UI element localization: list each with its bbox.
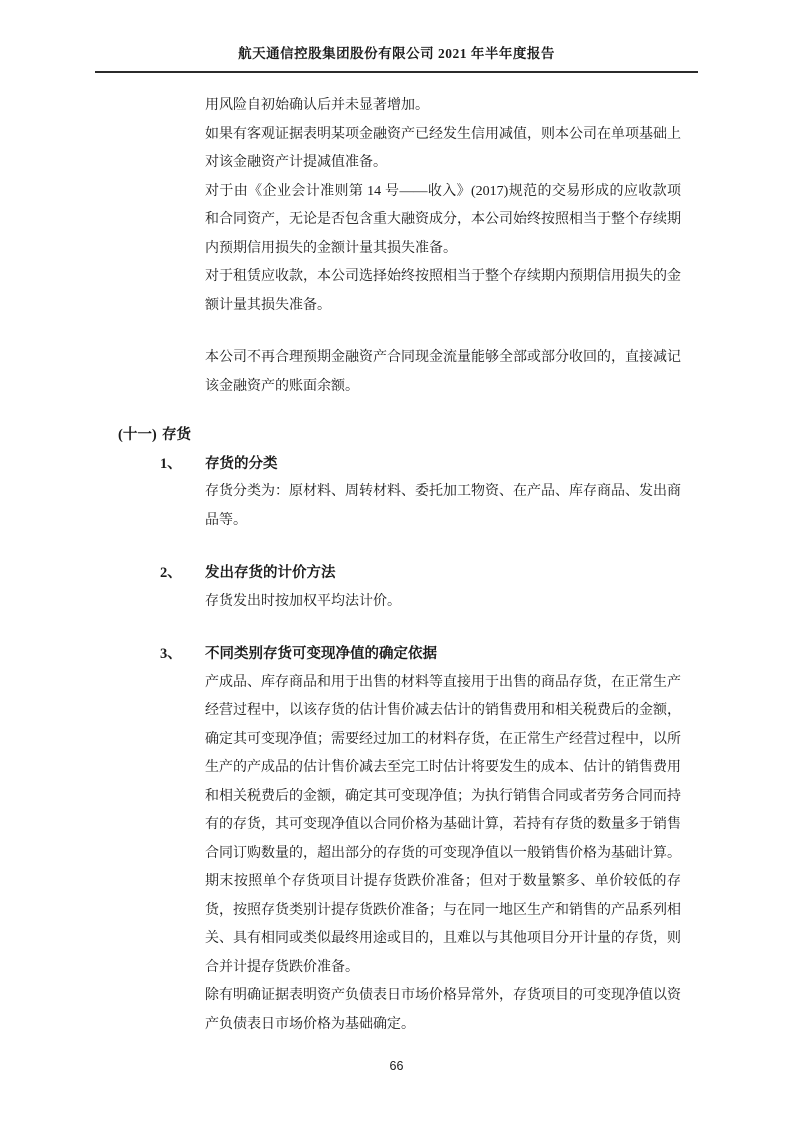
item-number: 2、 xyxy=(160,565,182,581)
item-heading-text: 存货的分类 xyxy=(205,455,278,472)
subsection-inventory-classification xyxy=(160,450,681,536)
document-body xyxy=(118,92,681,1039)
paragraph-lease-receivables: 对于租赁应收款，本公司选择始终按照相当于整个存续期内预期信用损失的金额计量其损失准备。 xyxy=(205,269,681,313)
report-title: 航天通信控股集团股份有限公司 2021 年半年度报告 xyxy=(238,46,555,61)
item-body-paragraph: 产成品、库存商品和用于出售的材料等直接用于出售的商品存货，在正常生产经营过程中，以该存货的估计售价减去估计的销售费用和相关税费后的金额，确定其可变现净值；需要经过加工的材料存货，在正常生产经营过程中，以所生产的产成品的估计售价减去至完工时估计将要发生的成本、估计的销售费用和相关税费后的金额，确定其可变现净值；为执行销售合同或者劳务合同而持有的存货，其可变现净值以合同价格为基础计算，若持有存货的数量多于销售合同订购数量的，超出部分的存货的可变现净值以一般销售价格为基础计算。期末按照单个存货项目计提存货跌价准备；但对于数量繁多、单价较低的存货，按照存货类别计提存货跌价准备；与在同一地区生产和销售的产品系列相关、具有相同或类似最终用途或目的，且难以与其他项目分开计量的存货，则合并计提存货跌价准备。 xyxy=(205,674,681,975)
item-number: 3、 xyxy=(160,646,182,662)
subsection-net-realizable-value xyxy=(160,640,681,1039)
item-body-paragraph: 存货分类为：原材料、周转材料、委托加工物资、在产品、库存商品、发出商品等。 xyxy=(205,484,681,528)
subsection-heading xyxy=(160,450,681,479)
section-number-label: (十一) xyxy=(118,427,157,443)
section-heading-inventory xyxy=(118,421,681,450)
paragraph-credit-risk-continuation: 用风险自初始确认后并未显著增加。 xyxy=(205,98,429,113)
paragraph-revenue-standard-receivables: 对于由《企业会计准则第 14 号——收入》(2017)规范的交易形成的应收款项和合同资产，无论是否包含重大融资成分，本公司始终按照相当于整个存续期内预期信用损失的金额计量其损失准备。 xyxy=(205,183,681,256)
item-number: 1、 xyxy=(160,455,182,472)
subsection-issued-inventory-valuation xyxy=(160,559,681,616)
section-title-text: 存货 xyxy=(162,427,191,443)
item-body-paragraph: 存货发出时按加权平均法计价。 xyxy=(205,593,401,609)
item-body-paragraph: 除有明确证据表明资产负债表日市场价格异常外，存货项目的可变现净值以资产负债表日市场价格为基础确定。 xyxy=(205,988,681,1032)
page-footer xyxy=(0,1059,793,1073)
subsection-heading xyxy=(160,640,681,669)
item-heading-text: 发出存货的计价方法 xyxy=(205,565,336,581)
page-header xyxy=(95,44,698,73)
paragraph-direct-writedown: 本公司不再合理预期金融资产合同现金流量能够全部或部分收回的，直接减记该金融资产的账面余额。 xyxy=(205,350,681,394)
item-heading-text: 不同类别存货可变现净值的确定依据 xyxy=(205,646,437,662)
subsection-heading xyxy=(160,559,681,588)
page-number: 66 xyxy=(389,1059,404,1073)
paragraph-impairment-individual-basis: 如果有客观证据表明某项金融资产已经发生信用减值，则本公司在单项基础上对该金融资产计提减值准备。 xyxy=(205,126,681,170)
